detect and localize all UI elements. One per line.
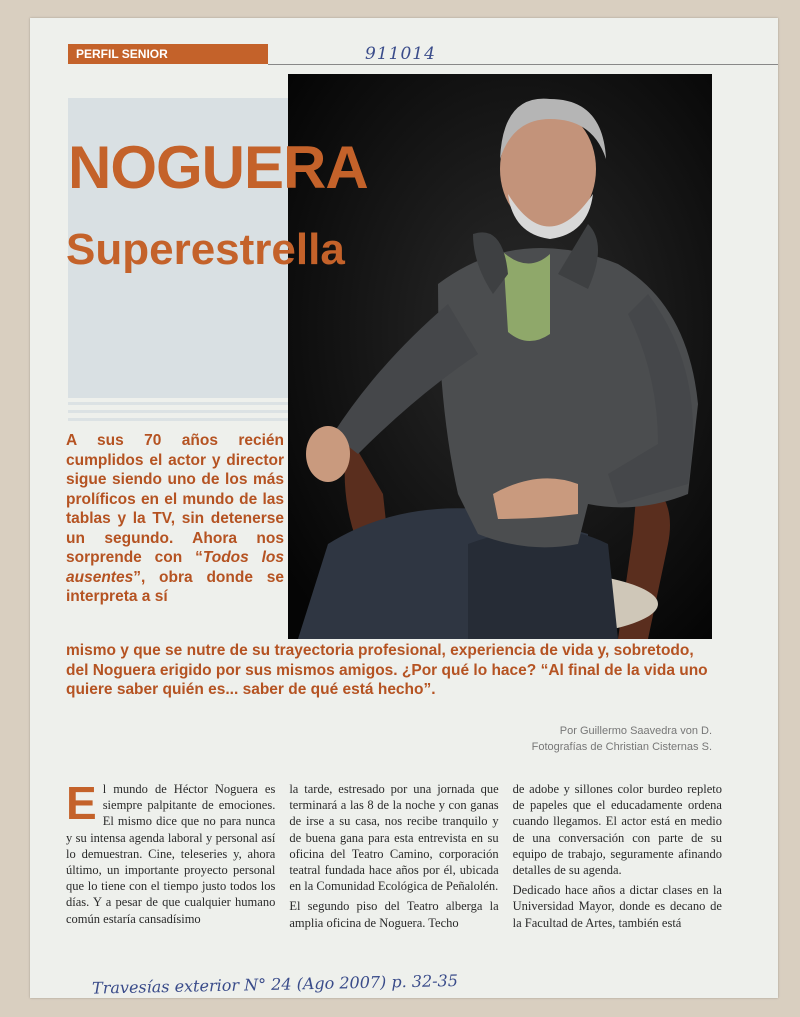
lead-continuation: mismo y que se nutre de su trayectoria profesional, experiencia de vida y, sobretodo, del Noguera erigido por sus mismos amigos. ¿Por qué lo hace? “Al final de la vida uno quiere saber quién es... saber de qué está hecho”.: [66, 642, 708, 698]
body-paragraph: la tarde, estresado por una jornada que terminará a las 8 de la noche y con ganas de irse a su casa, nos recibe tranquilo y de buena gana para esta entrevista en su oficina del Teatro Camino, corporación teatral fundada hace años por él, ubicada en la Comunidad Ecológica de Peñalolén.: [289, 782, 499, 894]
body-column-1: [66, 781, 275, 963]
handwritten-archive-code: 911014: [365, 44, 436, 64]
byline: [532, 723, 712, 755]
handwritten-citation: Travesías exterior N° 24 (Ago 2007) p. 32-35: [91, 970, 459, 998]
section-tag: PERFIL SENIOR: [68, 44, 268, 64]
lead-text-2: ”, obra donde se interpreta a sí: [66, 568, 284, 605]
bleed-through-caption: [68, 402, 298, 424]
play-title: Todos los ausentes: [66, 549, 284, 586]
header-rule: [268, 64, 778, 65]
photo-credit: Fotografías de Christian Cisternas S.: [531, 741, 712, 753]
drop-cap: E: [66, 781, 97, 829]
body-paragraph: Dedicado hace años a dictar clases en la Universidad Mayor, donde es decano de la Facultad de Artes, también está: [512, 883, 722, 930]
body-paragraph: de adobe y sillones color burdeo repleto de papeles que el educadamente ordena cuando llegamos. El actor está en medio de una conversación con parte de su equipo de trabajo, seguramente afinando detalles de su agenda.: [512, 782, 722, 878]
lead-text-1: A sus 70 años recién cumplidos el actor y director sigue siendo uno de los más prolíficos en el mundo de las tablas y la TV, sin detenerse un segundo. Ahora nos sorprende con “: [66, 432, 284, 566]
body-paragraph: El segundo piso del Teatro alberga la amplia oficina de Noguera. Techo: [289, 899, 499, 930]
body-text: l mundo de Héctor Noguera es siempre palpitante de emociones. El mismo dice que no para nunca y su intensa agenda laboral y personal así lo demuestran. Cine, teleseries y, ahora último, un importante proyecto personal que lo tiene con el tiempo justo todos los días. Y a pesar de que cualquier humano común estaría cansadísimo: [66, 782, 276, 926]
article-subtitle: Superestrella: [66, 225, 345, 274]
author-credit: Por Guillermo Saavedra von D.: [559, 725, 712, 737]
body-column-3: [513, 781, 722, 963]
article-title: NOGUERA: [68, 134, 368, 201]
magazine-page: [30, 18, 778, 998]
article-body: [66, 781, 722, 963]
body-column-2: [289, 781, 498, 963]
lead-paragraph: [66, 431, 284, 607]
